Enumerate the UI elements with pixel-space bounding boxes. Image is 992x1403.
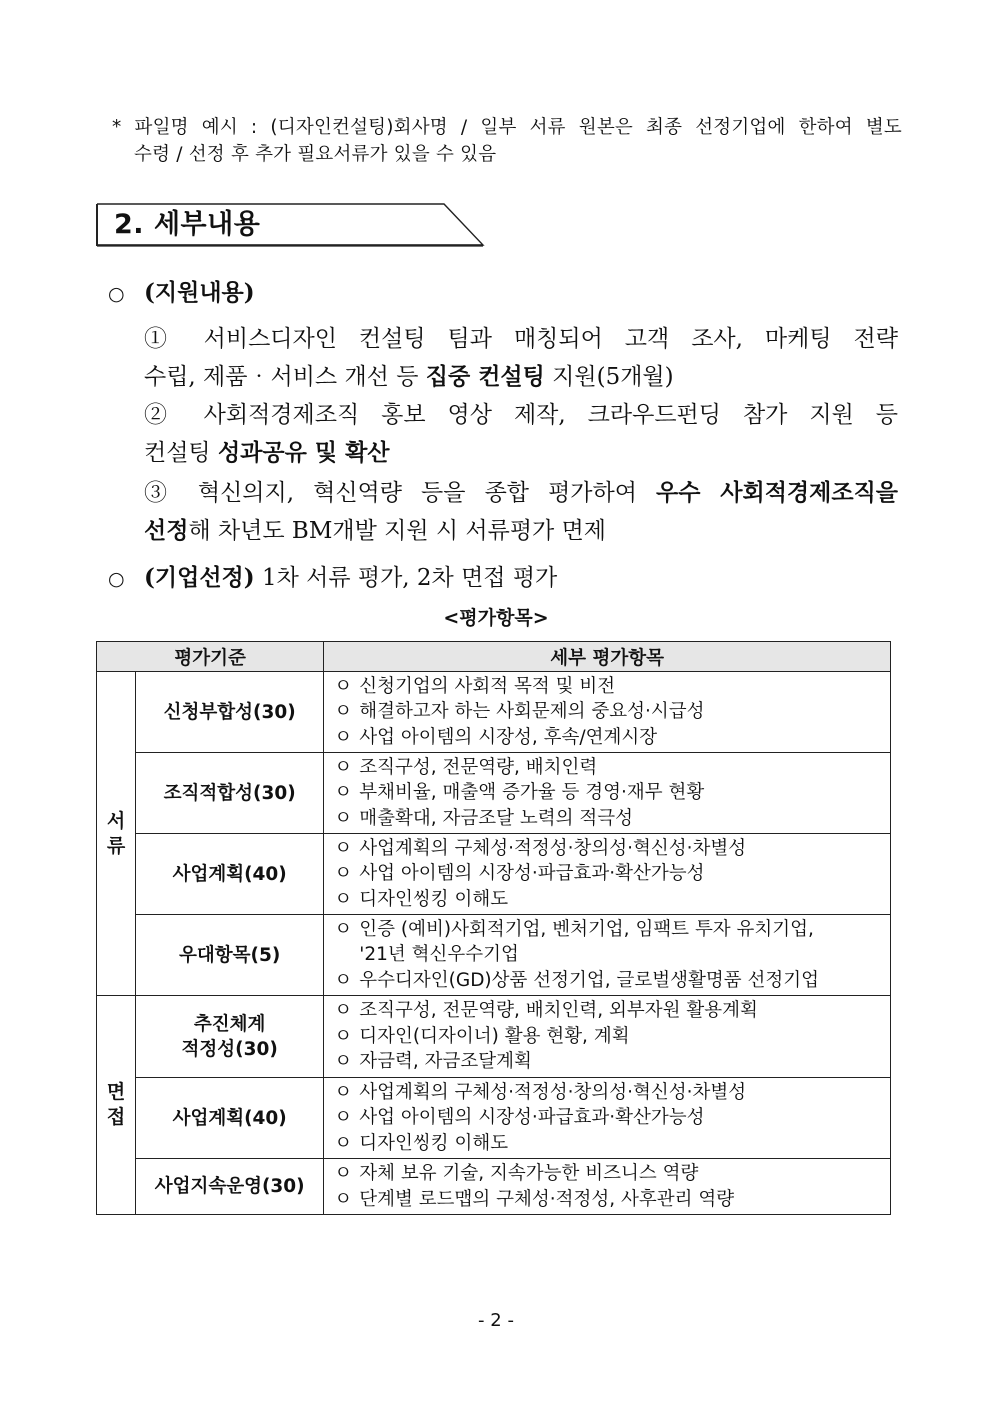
- detail-item: 해결하고자 하는 사회문제의 중요성·시급성: [359, 701, 705, 723]
- header-details: 세부 평가항목: [324, 642, 891, 672]
- detail-item: 디자인(디자이너) 활용 현황, 계획: [359, 1025, 630, 1047]
- detail-item: 자체 보유 기술, 지속가능한 비즈니스 역량: [359, 1163, 699, 1184]
- bullet-icon: ㅇ: [334, 1107, 353, 1129]
- detail-item: 조직구성, 전문역량, 배치인력: [359, 756, 598, 778]
- detail-item: 인증 (예비)사회적기업, 벤처기업, 임팩트 투자 유치기업,: [359, 918, 814, 940]
- support-item-3-bold-2: 선정: [144, 517, 189, 544]
- criterion-cell: 우대항목(5): [136, 915, 324, 996]
- detail-item: 부채비율, 매출액 증가율 등 경영·재무 현황: [359, 782, 705, 804]
- bullet-icon: ㅇ: [334, 1025, 353, 1047]
- support-item-1-bold: 집중 컨설팅: [425, 363, 545, 390]
- detail-item: 사업 아이템의 시장성·파급효과·확산가능성: [359, 1107, 705, 1129]
- detail-item: 자금력, 자금조달계획: [359, 1051, 532, 1073]
- bullet-icon: ㅇ: [334, 1132, 353, 1154]
- detail-item: 신청기업의 사회적 목적 및 비전: [359, 675, 616, 697]
- group-label-char: 면: [106, 1081, 126, 1103]
- file-name-note: [112, 114, 902, 168]
- criterion-cell: 사업지속운영(30): [136, 1159, 324, 1215]
- group-interview: [97, 996, 136, 1215]
- bullet-icon: ㅇ: [334, 701, 353, 723]
- criterion-cell: 사업계획(40): [136, 1078, 324, 1159]
- support-item-2-line-1: ② 사회적경제조직 홍보 영상 제작, 크라우드펀딩 참가 지원 등: [144, 402, 898, 428]
- support-heading-label: (지원내용): [144, 279, 255, 306]
- criterion-line-2: 적정성(30): [181, 1038, 278, 1060]
- criterion-line-1: 추진체계: [193, 1013, 266, 1035]
- bullet-icon: ㅇ: [334, 807, 353, 829]
- support-heading: [108, 275, 255, 312]
- table-row: [97, 915, 891, 996]
- group-label-char: 접: [106, 1106, 126, 1128]
- evaluation-table: [96, 641, 891, 1215]
- support-item-1-text: 수립, 제품‧서비스 개선 등: [144, 364, 426, 390]
- table-caption: <평가항목>: [443, 607, 549, 629]
- details-cell: [324, 672, 891, 753]
- details-cell: [324, 1159, 891, 1215]
- bullet-icon: ㅇ: [334, 837, 353, 859]
- criterion-cell: 사업계획(40): [136, 834, 324, 915]
- bullet-icon: ㅇ: [334, 1000, 353, 1022]
- group-label-char: 류: [106, 834, 126, 857]
- details-cell: [324, 996, 891, 1078]
- table-row: [97, 996, 891, 1078]
- bullet-icon: ○: [108, 283, 125, 305]
- page-number: - 2 -: [478, 1310, 514, 1331]
- support-item-1: [144, 321, 898, 396]
- header-criteria: 평가기준: [97, 642, 324, 672]
- bullet-icon: ㅇ: [334, 863, 353, 885]
- bullet-icon: ㅇ: [334, 969, 353, 991]
- detail-item: 사업 아이템의 시장성, 후속/연계시장: [359, 726, 658, 748]
- table-header-row: [97, 642, 891, 672]
- support-item-2-text: 컨설팅: [144, 440, 218, 466]
- details-cell: [324, 753, 891, 834]
- detail-item: 디자인씽킹 이해도: [359, 888, 509, 910]
- detail-item: 사업계획의 구체성·적정성·창의성·혁신성·차별성: [359, 837, 747, 859]
- criterion-cell: 신청부합성(30): [136, 672, 324, 753]
- criterion-cell: [136, 996, 324, 1078]
- table-row: [97, 834, 891, 915]
- note-line-2: 수령 / 선정 후 추가 필요서류가 있을 수 있음: [134, 144, 497, 165]
- group-label-char: 서: [106, 809, 126, 832]
- bullet-icon: ㅇ: [334, 675, 353, 697]
- support-item-3-text: ③ 혁신의지, 혁신역량 등을 종합 평가하여: [144, 480, 657, 506]
- bullet-icon: ㅇ: [334, 888, 353, 910]
- bullet-icon: ㅇ: [334, 756, 353, 778]
- detail-item: 우수디자인(GD)상품 선정기업, 글로벌생활명품 선정기업: [359, 969, 819, 991]
- table-row: [97, 753, 891, 834]
- bullet-icon: ㅇ: [334, 1163, 353, 1184]
- support-item-2-bold: 성과공유 및 확산: [217, 439, 390, 466]
- table-row: [97, 1078, 891, 1159]
- detail-item-continued: '21년 혁신우수기업: [359, 944, 519, 966]
- group-document-review: [97, 672, 136, 996]
- bullet-icon: ㅇ: [334, 1051, 353, 1073]
- table-row: [97, 672, 891, 753]
- bullet-icon: ㅇ: [334, 1188, 353, 1210]
- section-title: 2. 세부내용: [114, 209, 261, 240]
- support-item-3-tail: 해 차년도 BM개발 지원 시 서류평가 면제: [188, 518, 607, 544]
- detail-item: 단계별 로드맵의 구체성·적정성, 사후관리 역량: [359, 1188, 735, 1210]
- detail-item: 매출확대, 자금조달 노력의 적극성: [359, 807, 633, 829]
- support-item-1-tail: 지원(5개월): [544, 364, 674, 390]
- details-cell: [324, 915, 891, 996]
- note-line-1: * 파일명 예시 : (디자인컨설팅)회사명 / 일부 서류 원본은 최종 선정기업에 한하여 별도: [112, 117, 902, 138]
- table-row: [97, 1159, 891, 1215]
- bullet-icon: ○: [108, 568, 125, 590]
- selection-text: 1차 서류 평가, 2차 면접 평가: [254, 565, 558, 591]
- support-item-2: [144, 397, 898, 472]
- selection-heading: [108, 560, 557, 597]
- support-item-3: [144, 474, 898, 550]
- criterion-cell: 조직적합성(30): [136, 753, 324, 834]
- bullet-icon: ㅇ: [334, 782, 353, 804]
- detail-item: 조직구성, 전문역량, 배치인력, 외부자원 활용계획: [359, 1000, 758, 1022]
- details-cell: [324, 1078, 891, 1159]
- bullet-icon: ㅇ: [334, 726, 353, 748]
- detail-item: 사업계획의 구체성·적정성·창의성·혁신성·차별성: [359, 1081, 747, 1103]
- support-item-3-bold: 우수 사회적경제조직을: [656, 479, 899, 506]
- details-cell: [324, 834, 891, 915]
- detail-item: 디자인씽킹 이해도: [359, 1132, 509, 1154]
- selection-heading-label: (기업선정): [144, 564, 255, 591]
- bullet-icon: ㅇ: [334, 1081, 353, 1103]
- support-item-1-line-1: ① 서비스디자인 컨설팅 팀과 매칭되어 고객 조사, 마케팅 전략: [144, 326, 898, 352]
- bullet-icon: ㅇ: [334, 918, 353, 940]
- detail-item: 사업 아이템의 시장성·파급효과·확산가능성: [359, 863, 705, 885]
